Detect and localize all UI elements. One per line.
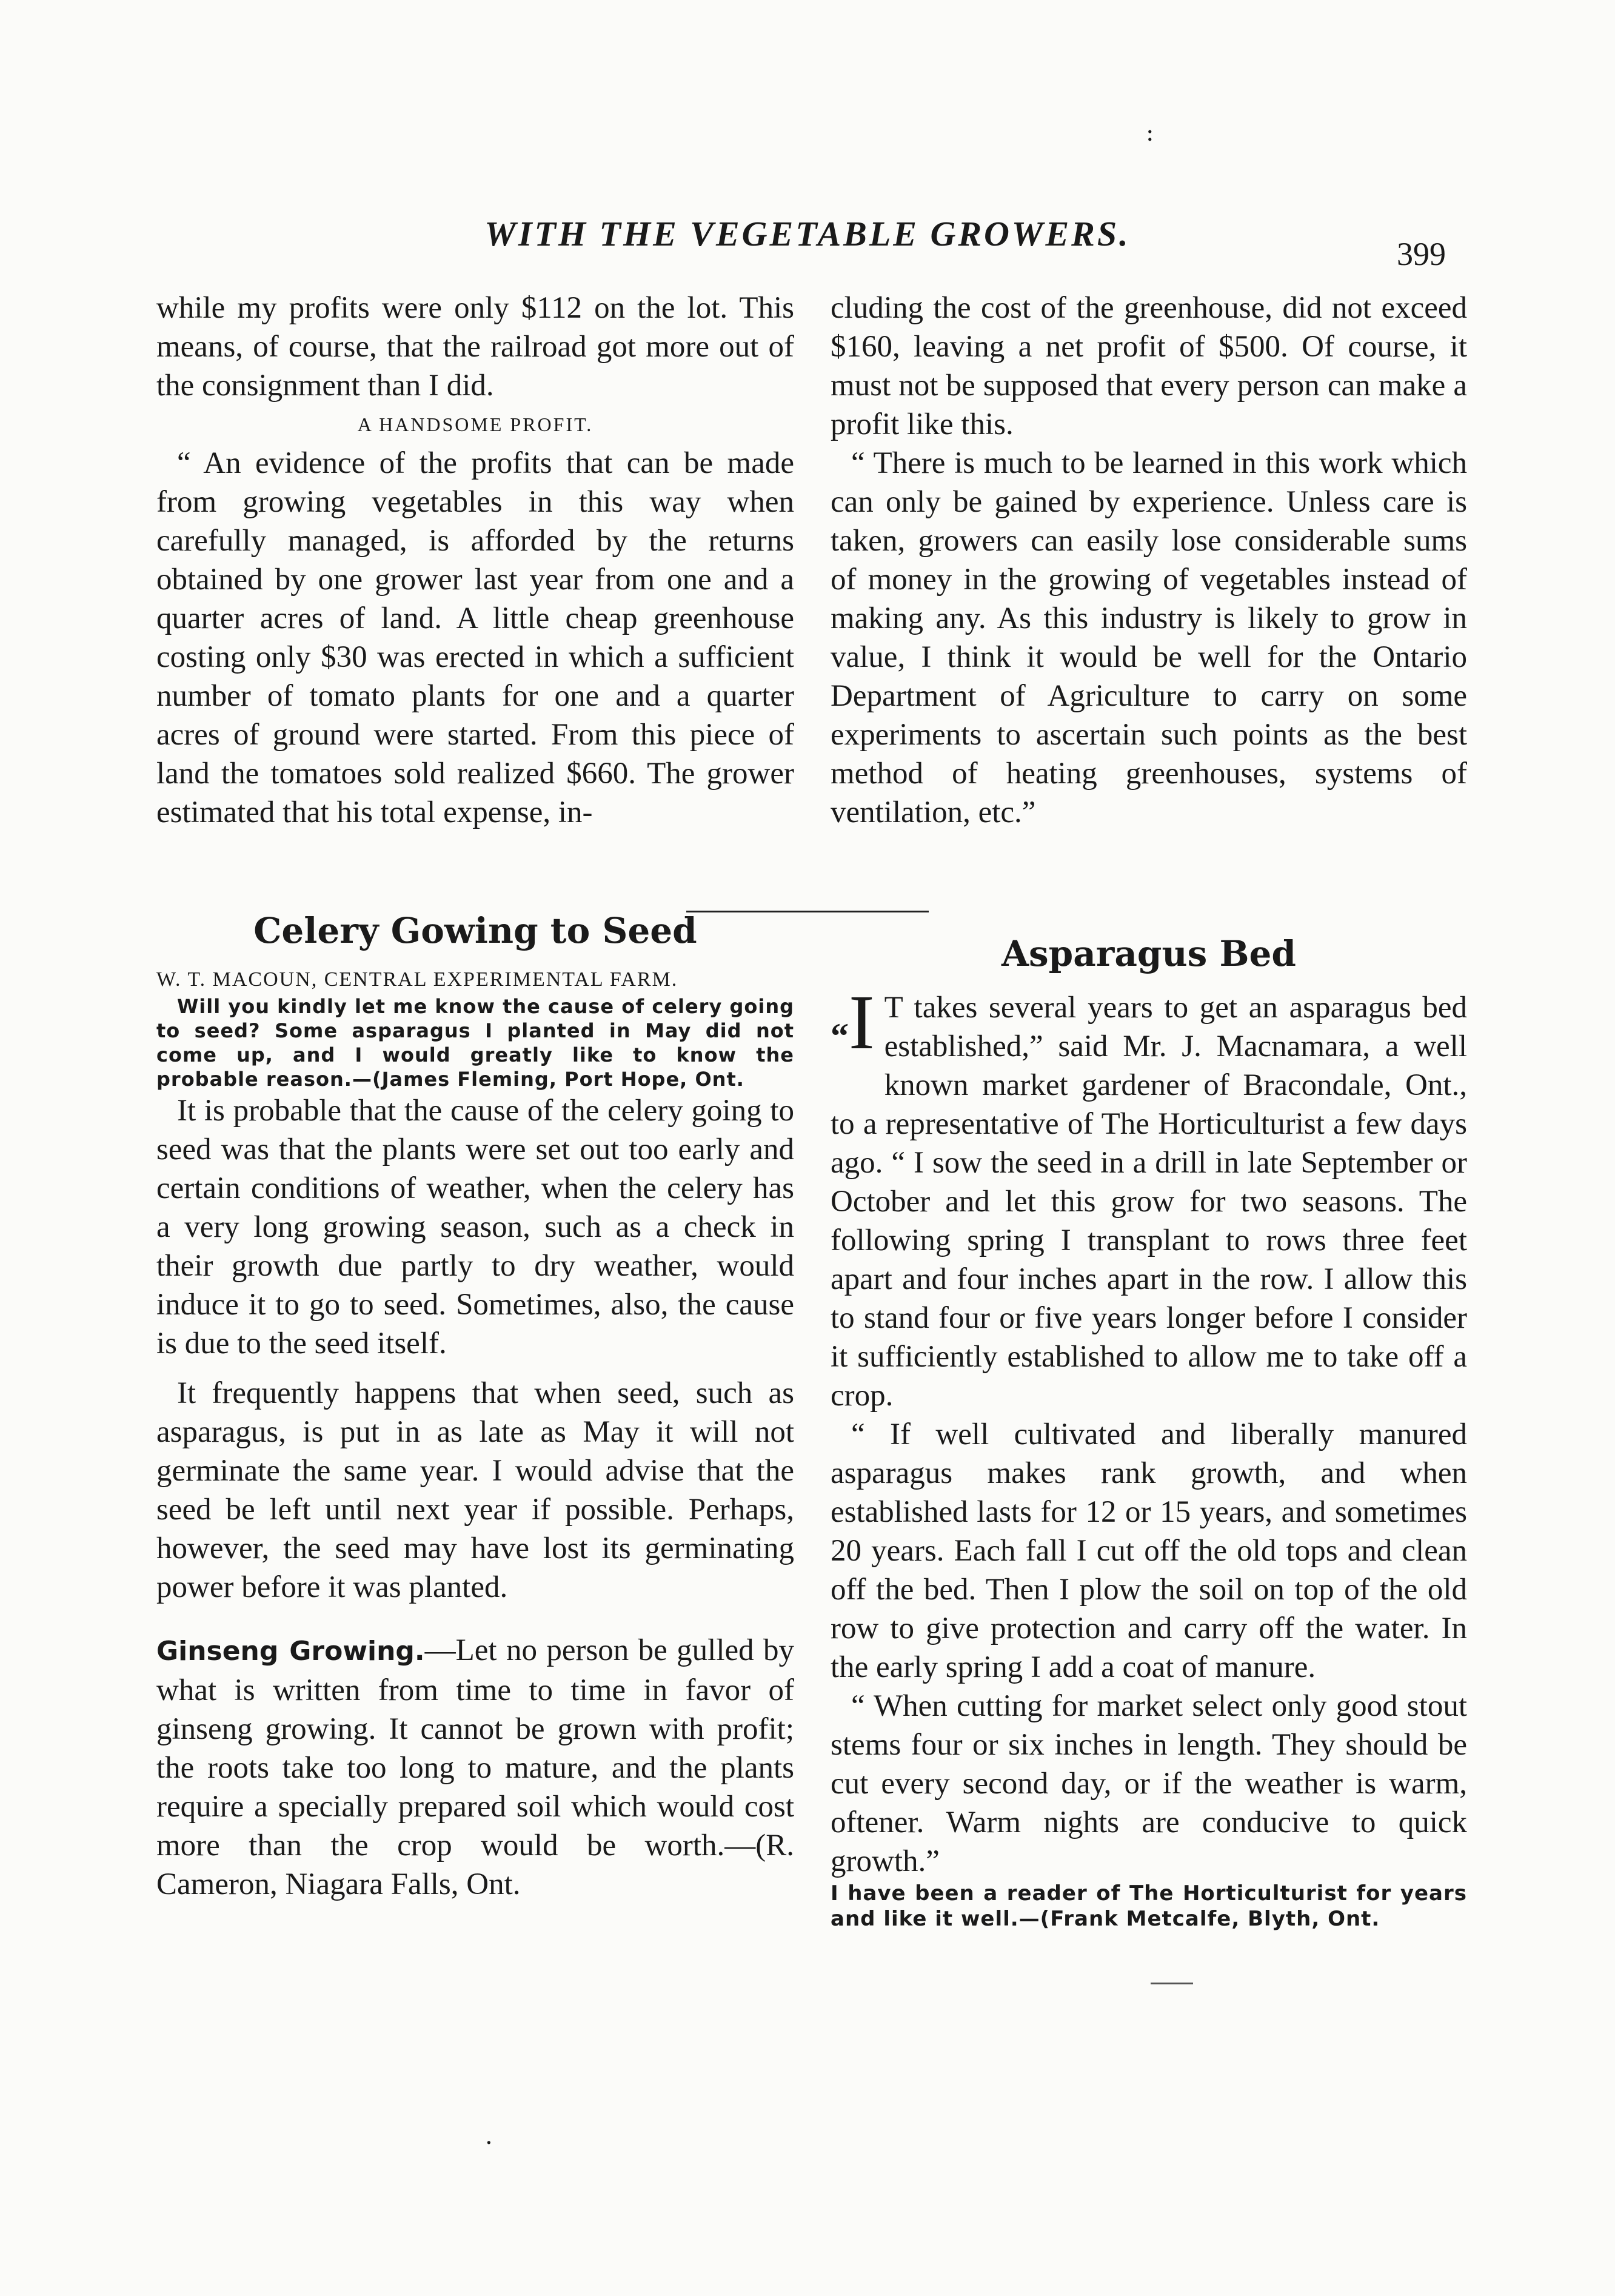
short-divider: [1151, 1983, 1193, 1984]
ginseng-note: [156, 1631, 794, 1904]
open-quote: “: [831, 1016, 849, 1056]
column-right-top: [831, 289, 1467, 832]
paragraph: “ If well cultivated and liberally manured asparagus makes rank growth, and when established lasts for 12 or 15 years, and sometimes 20 years. Each fall I cut off the old tops and clean off the bed. Then I plow the soil on top of the old row to give protection and carry off the water. In the early spring I add a coat of manure.: [831, 1417, 1467, 1684]
column-right-bottom: [831, 932, 1467, 1932]
column-left-bottom: [156, 909, 794, 1904]
paragraph: while my profits were only $112 on the lot. This means, of course, that the railroad got more out of the consignment than I did.: [156, 291, 794, 403]
running-head: WITH THE VEGETABLE GROWERS.: [484, 214, 1131, 253]
page-number: 399: [1397, 236, 1446, 272]
run-in-heading: Ginseng Growing.: [156, 1636, 425, 1667]
reader-question: Will you kindly let me know the cause of celery going to seed? Some asparagus I planted in May did not come up, and I would greatly like to know the probable reason.—(James Fleming, Port Hope, Ont.: [156, 995, 794, 1091]
paragraph: “ There is much to be learned in this work which can only be gained by experience. Unless care is taken, growers can easily lose considerable sums of money in the growing of vegetables instead of making any. As this industry is likely to grow in value, I think it would be well for the Ontario Department of Agriculture to carry on some experiments to ascertain such points as the best method of heating greenhouses, systems of ventilation, etc.”: [831, 446, 1467, 829]
paragraph-with-dropcap: [831, 979, 1467, 1415]
drop-cap: [831, 979, 875, 1066]
reader-letter: I have been a reader of The Horticulturist for years and like it well.—(Frank Metcalfe, Blyth, Ont.: [831, 1881, 1467, 1931]
paragraph: “ When cutting for market select only good stout stems four or six inches in length. They should be cut every second day, or if the weather is warm, oftener. Warm nights are conducive to quick growth.”: [831, 1689, 1467, 1878]
column-left-top: [156, 289, 794, 832]
paragraph: “ An evidence of the profits that can be made from growing vegetables in this way when carefully managed, is afforded by the returns obtained by one grower last year from one and a quarter acres of land. A little cheap greenhouse costing only $30 was erected in which a sufficient number of tomato plants for one and a quarter acres of ground were started. From this piece of land the tomatoes sold realized $660. The grower estimated that his total expense, in-: [156, 446, 794, 829]
paragraph: It frequently happens that when seed, such as asparagus, is put in as late as May it will not germinate the same year. I would advise that the seed be left until next year if possible. Perhaps, however, the seed may have lost its germinating power before it was planted.: [156, 1376, 794, 1604]
paragraph: It is probable that the cause of the celery going to seed was that the plants were set out too early and certain conditions of weather, when the celery has a very long growing season, such as a check in their growth due partly to dry weather, would induce it to go to seed. Sometimes, also, the cause is due to the seed itself.: [156, 1094, 794, 1361]
article-title-celery: Celery Gowing to Seed: [253, 910, 697, 951]
drop-cap-letter: I: [849, 979, 875, 1065]
article-title-asparagus: Asparagus Bed: [1001, 933, 1296, 974]
subheading-handsome-profit: A HANDSOME PROFIT.: [357, 413, 594, 435]
paragraph: cluding the cost of the greenhouse, did not exceed $160, leaving a net profit of $500. Of course, it must not be supposed that every person can make a profit like this.: [831, 291, 1467, 441]
ginseng-text: —Let no person be gulled by what is written from time to time in favor of ginseng growing. It cannot be grown with profit; the roots take too long to mature, and the plants require a specially prepared soil which would cost more than the crop would be worth.—(R. Cameron, Niagara Falls, Ont.: [156, 1633, 794, 1901]
paragraph-text: T takes several years to get an asparagus bed established,” said Mr. J. Macnamara, a well known market gardener of Bracondale, Ont., to a representative of The Horticulturist a few days ago. “ I sow the seed in a drill in late September or October and let this grow for two seasons. The following spring I transplant to rows three feet apart and four inches apart in the row. I allow this to stand four or five years longer before I consider it sufficiently established to allow me to take off a crop.: [831, 991, 1467, 1413]
byline: W. T. MACOUN, CENTRAL EXPERIMENTAL FARM.: [156, 968, 678, 991]
stray-mark: :: [1146, 119, 1154, 147]
stray-dot: .: [485, 2122, 493, 2150]
